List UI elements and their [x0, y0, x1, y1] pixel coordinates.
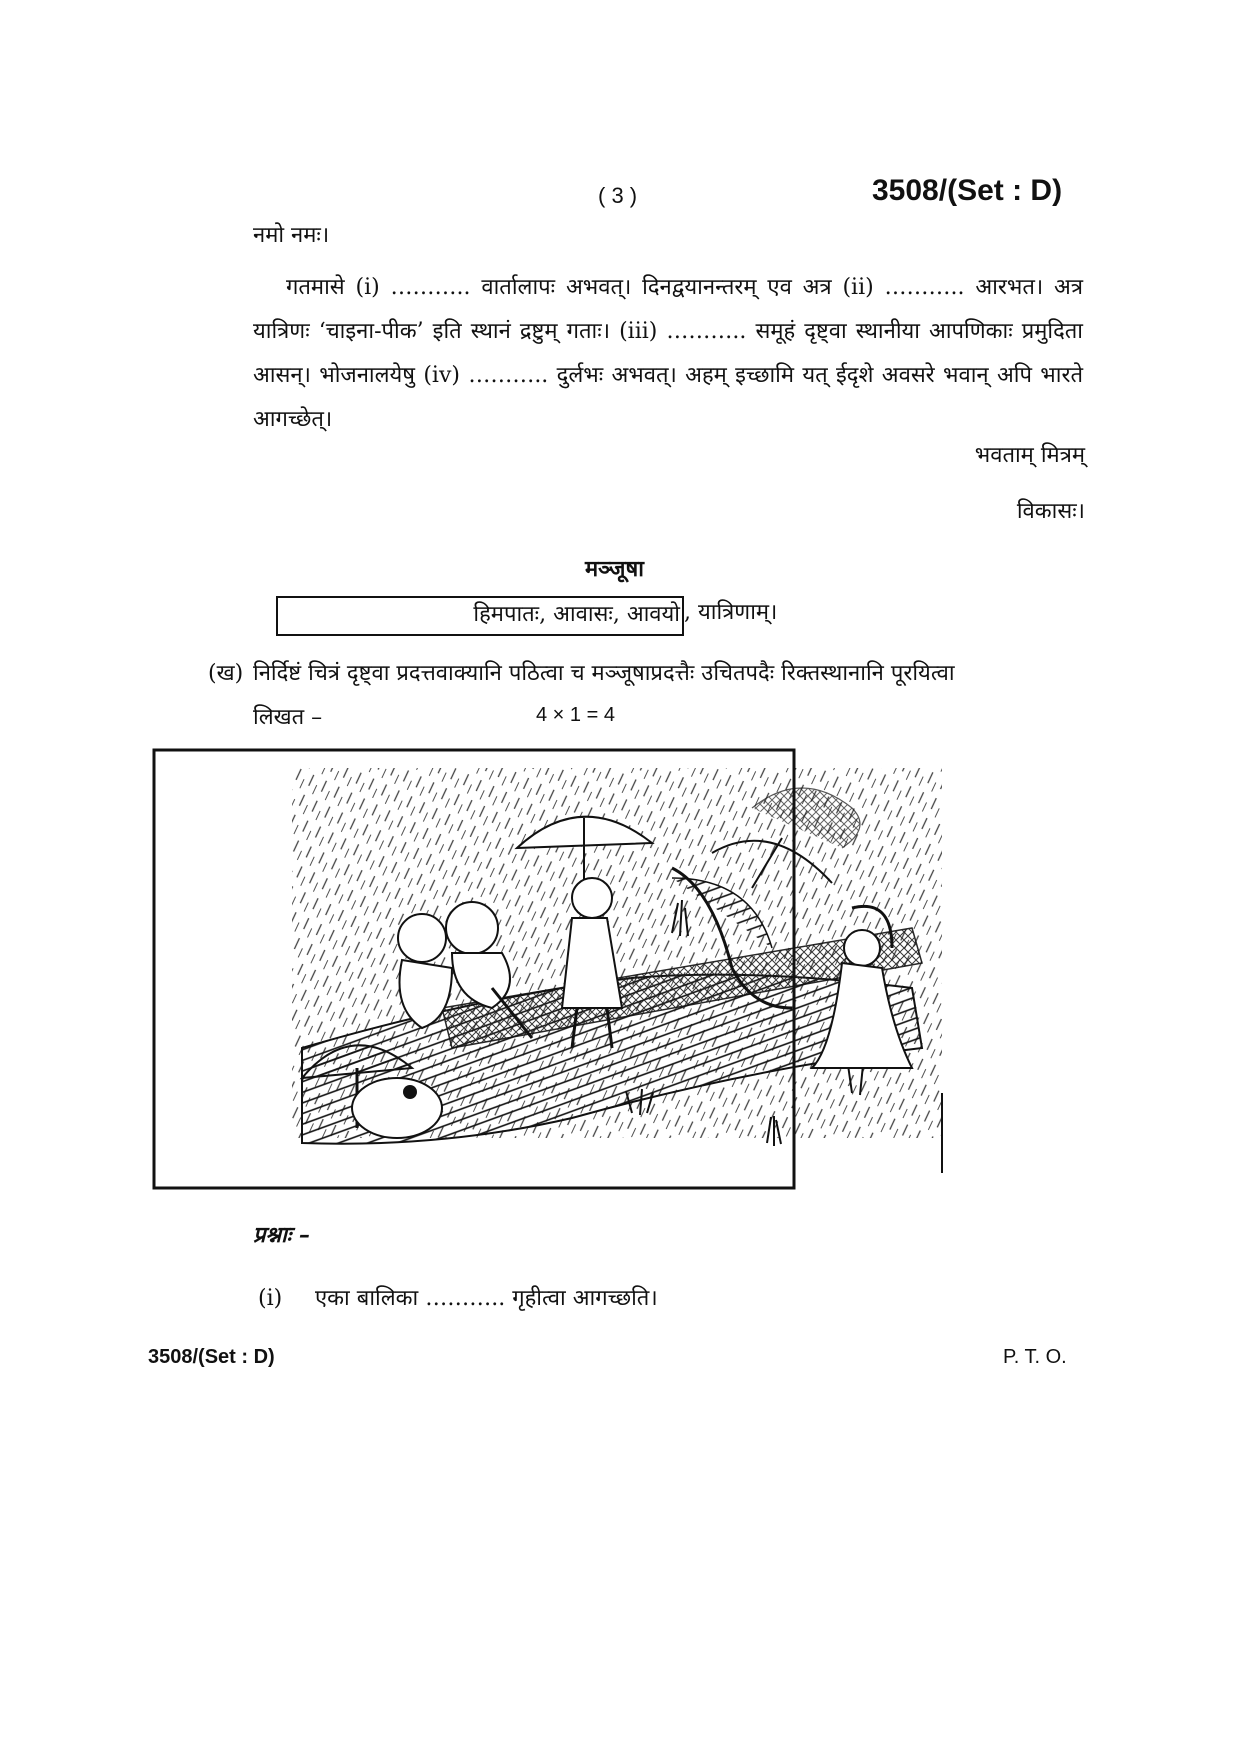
letter-salutation: नमो नमः।	[253, 223, 330, 248]
rain-illustration	[152, 748, 952, 1194]
question-item-text: एका बालिका ……….. गृहीत्वा आगच्छति।	[315, 1286, 658, 1311]
paper-code-footer: 3508/(Set : D)	[148, 1346, 275, 1368]
manjusha-words-outside: , यात्रिणाम्।	[684, 600, 778, 625]
manjusha-box	[276, 596, 684, 636]
letter-signature: विकासः।	[1016, 499, 1085, 524]
paper-code-header: 3508/(Set : D)	[872, 174, 1063, 207]
manjusha-title: मञ्जूषा	[585, 556, 644, 582]
letter-closing: भवताम् मित्रम्	[974, 443, 1085, 468]
questions-heading: प्रश्नाः –	[253, 1222, 310, 1248]
question-item-num: (i)	[258, 1286, 283, 1311]
page-number: ( 3 )	[598, 183, 638, 208]
question-instruction: निर्दिष्टं चित्रं दृष्ट्वा प्रदत्तवाक्यानि पठित्वा च मञ्जूषाप्रदत्तैः उचितपदैः रिक्तस्थानानि पूरयित्वा	[253, 661, 955, 686]
question-instruction-end: लिखत –	[253, 705, 323, 730]
letter-body: गतमासे (i) ……….. वार्तालापः अभवत्। दिनद्वयानन्तरम् एव अत्र (ii) ……….. आरभत। अत्र यात्रिणः ‘चाइना-पीक’ इति स्थानं द्रष्टुम् गताः। (iii) ……….. समूहं दृष्ट्वा स्थानीया आपणिकाः प्रमुदिता आसन्। भोजनालयेषु (iv) ……….. दुर्लभः अभवत्। अहम् इच्छामि यत् ईदृशे अवसरे भवान् अपि भारते आगच्छेत्।	[253, 275, 1083, 432]
question-marks: 4 × 1 = 4	[536, 704, 615, 726]
question-label: (ख)	[208, 661, 244, 686]
manjusha-words: हिमपातः, आवासः, आवयो	[473, 602, 680, 627]
pto-label: P. T. O.	[1003, 1346, 1067, 1368]
